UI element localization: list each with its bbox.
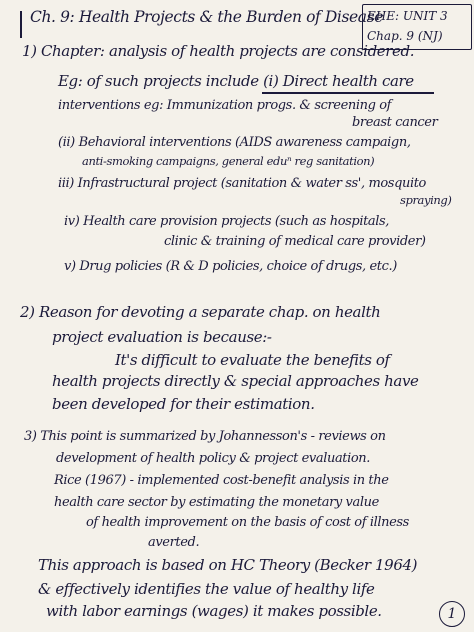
margin-bar [20,11,22,38]
note-line: Rice (1967) - implemented cost-benefit analysis in the [54,473,389,488]
note-line: anti-smoking campaigns, general eduⁿ reg sanitation) [82,154,375,168]
note-line: & effectively identifies the value of healthy life [38,580,375,598]
note-line: development of health policy & project evaluation. [56,451,371,466]
note-line: clinic & training of medical care provider) [164,234,426,249]
underline [262,92,434,94]
note-line: This approach is based on HC Theory (Becker 1964) [38,556,418,574]
page-number: 1 [439,601,465,627]
unit-label: EHE: UNIT 3 [367,9,448,23]
note-line: with labor earnings (wages) it makes possible. [46,602,382,620]
note-line: averted. [148,535,200,550]
note-line: iii) Infrastructural project (sanitation & water ss', mosquito [58,176,426,191]
note-line: project evaluation is because:- [52,328,272,346]
note-line: health care sector by estimating the monetary value [54,495,379,510]
note-line: 3) This point is summarized by Johannesson's - reviews on [24,429,386,444]
note-line: breast cancer [352,115,438,130]
chapter-label: Chap. 9 (NJ) [367,29,443,43]
note-line: 1) Chapter: analysis of health projects are considered. [22,42,415,60]
note-line: iv) Health care provision projects (such as hospitals, [64,214,390,229]
note-line: health projects directly & special approaches have [52,372,419,390]
note-line: (ii) Behavioral interventions (AIDS awareness campaign, [58,135,411,150]
page-title: Ch. 9: Health Projects & the Burden of Disease [30,8,383,26]
note-line: interventions eg: Immunization progs. & screening of [58,98,392,113]
note-line: been developed for their estimation. [52,395,315,413]
note-line: Eg: of such projects include (i) Direct health care [58,72,414,90]
note-line: v) Drug policies (R & D policies, choice of drugs, etc.) [64,259,397,274]
note-line: 2) Reason for devoting a separate chap. on health [20,303,381,321]
note-line: It's difficult to evaluate the benefits of [115,351,390,369]
note-line: of health improvement on the basis of cost of illness [86,515,409,530]
note-line: spraying) [400,193,452,207]
